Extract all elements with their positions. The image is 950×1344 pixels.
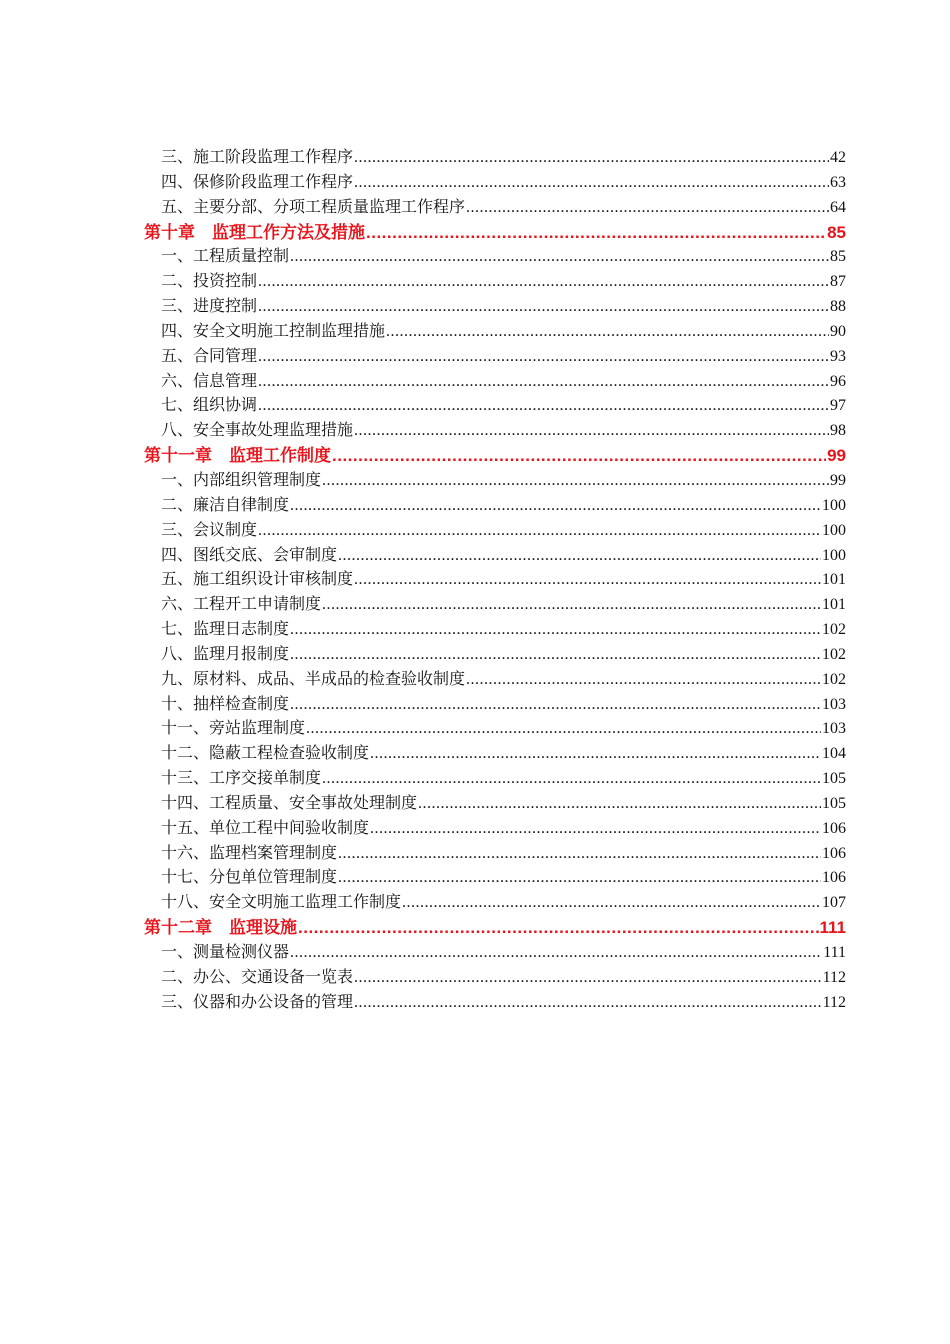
toc-entry-label: 第十章 监理工作方法及措施 xyxy=(144,222,365,242)
toc-section-entry[interactable] xyxy=(144,245,846,270)
toc-dot-leader xyxy=(258,394,829,419)
toc-section-entry[interactable] xyxy=(144,668,846,693)
toc-section-entry[interactable] xyxy=(144,966,846,991)
toc-page-number: 112 xyxy=(822,993,846,1011)
toc-entry-label: 四、图纸交底、会审制度 xyxy=(161,546,338,564)
toc-section-entry[interactable] xyxy=(144,842,846,867)
toc-entry-label: 六、信息管理 xyxy=(161,372,258,390)
toc-entry-label: 一、测量检测仪器 xyxy=(161,944,290,961)
toc-page-number: 96 xyxy=(830,372,846,390)
toc-section-entry[interactable] xyxy=(144,345,846,370)
toc-dot-leader xyxy=(338,866,821,891)
toc-dot-leader xyxy=(322,593,821,618)
toc-page-number: 98 xyxy=(830,422,846,440)
toc-dot-leader xyxy=(370,817,821,842)
toc-page-number: 101 xyxy=(822,571,846,589)
toc-dot-leader xyxy=(354,146,829,171)
toc-page-number: 101 xyxy=(822,596,846,614)
toc-page-number: 87 xyxy=(830,273,846,291)
toc-entry-label: 二、办公、交通设备一览表 xyxy=(161,968,354,986)
toc-dot-leader xyxy=(466,668,821,693)
toc-entry-label: 二、廉洁自律制度 xyxy=(161,496,290,514)
toc-entry-label: 十七、分包单位管理制度 xyxy=(161,869,338,887)
toc-page-number: 102 xyxy=(822,645,846,663)
toc-entry-label: 第十一章 监理工作制度 xyxy=(144,446,331,466)
toc-page-number: 103 xyxy=(822,720,846,738)
toc-page-number: 102 xyxy=(822,621,846,639)
toc-section-entry[interactable] xyxy=(144,394,846,419)
toc-page-number: 102 xyxy=(822,670,846,688)
toc-dot-leader xyxy=(322,767,821,792)
toc-entry-label: 十四、工程质量、安全事故处理制度 xyxy=(161,794,418,812)
toc-page-number: 99 xyxy=(827,446,846,466)
toc-chapter-entry[interactable] xyxy=(144,916,846,941)
toc-dot-leader xyxy=(338,842,821,867)
toc-section-entry[interactable] xyxy=(144,891,846,916)
toc-section-entry[interactable] xyxy=(144,544,846,569)
toc-dot-leader xyxy=(354,991,822,1016)
toc-dot-leader xyxy=(290,494,821,519)
toc-page-number: 106 xyxy=(822,819,846,837)
toc-dot-leader xyxy=(290,941,822,966)
toc-dot-leader xyxy=(386,320,829,345)
toc-section-entry[interactable] xyxy=(144,941,846,966)
toc-page-number: 105 xyxy=(822,770,846,788)
toc-entry-label: 一、内部组织管理制度 xyxy=(161,471,322,489)
toc-section-entry[interactable] xyxy=(144,991,846,1016)
toc-dot-leader xyxy=(370,742,821,767)
toc-entry-label: 十二、隐蔽工程检查验收制度 xyxy=(161,745,370,763)
toc-dot-leader xyxy=(354,966,822,991)
toc-dot-leader xyxy=(258,370,829,395)
toc-entry-label: 九、原材料、成品、半成品的检查验收制度 xyxy=(161,670,466,688)
toc-entry-label: 四、安全文明施工控制监理措施 xyxy=(161,322,386,340)
toc-dot-leader xyxy=(354,568,821,593)
toc-section-entry[interactable] xyxy=(144,171,846,196)
toc-page-number: 106 xyxy=(822,869,846,887)
toc-entry-label: 八、安全事故处理监理措施 xyxy=(161,422,354,440)
toc-entry-label: 一、工程质量控制 xyxy=(161,248,290,266)
toc-section-entry[interactable] xyxy=(144,717,846,742)
toc-page-number: 103 xyxy=(822,695,846,713)
toc-chapter-entry[interactable] xyxy=(144,444,846,469)
toc-entry-label: 五、合同管理 xyxy=(161,347,258,365)
toc-dot-leader xyxy=(258,295,829,320)
toc-dot-leader xyxy=(466,196,829,221)
toc-entry-label: 三、仪器和办公设备的管理 xyxy=(161,993,354,1011)
toc-dot-leader xyxy=(298,916,819,941)
toc-entry-label: 十五、单位工程中间验收制度 xyxy=(161,819,370,837)
toc-section-entry[interactable] xyxy=(144,320,846,345)
toc-page-number: 97 xyxy=(830,397,846,415)
toc-section-entry[interactable] xyxy=(144,146,846,171)
toc-entry-label: 十一、旁站监理制度 xyxy=(161,720,306,738)
toc-page-number: 99 xyxy=(830,471,846,489)
toc-dot-leader xyxy=(290,245,829,270)
toc-section-entry[interactable] xyxy=(144,494,846,519)
toc-entry-label: 三、进度控制 xyxy=(161,298,258,316)
toc-page-number: 111 xyxy=(823,944,846,961)
toc-section-entry[interactable] xyxy=(144,270,846,295)
toc-page-number: 64 xyxy=(830,198,846,216)
toc-section-entry[interactable] xyxy=(144,469,846,494)
toc-section-entry[interactable] xyxy=(144,519,846,544)
toc-section-entry[interactable] xyxy=(144,370,846,395)
toc-dot-leader xyxy=(418,792,821,817)
toc-entry-label: 五、主要分部、分项工程质量监理工作程序 xyxy=(161,198,466,216)
toc-section-entry[interactable] xyxy=(144,792,846,817)
toc-dot-leader xyxy=(258,345,829,370)
toc-entry-label: 五、施工组织设计审核制度 xyxy=(161,571,354,589)
toc-dot-leader xyxy=(258,519,821,544)
toc-dot-leader xyxy=(322,469,829,494)
toc-entry-label: 十三、工序交接单制度 xyxy=(161,770,322,788)
toc-dot-leader xyxy=(354,171,829,196)
toc-dot-leader xyxy=(402,891,821,916)
toc-page-number: 112 xyxy=(822,968,846,986)
toc-section-entry[interactable] xyxy=(144,618,846,643)
toc-section-entry[interactable] xyxy=(144,568,846,593)
toc-page-number: 90 xyxy=(830,322,846,340)
toc-dot-leader xyxy=(290,693,821,718)
toc-entry-label: 三、施工阶段监理工作程序 xyxy=(161,149,354,166)
toc-page-number: 105 xyxy=(822,794,846,812)
toc-section-entry[interactable] xyxy=(144,767,846,792)
toc-page-number: 88 xyxy=(830,298,846,316)
toc-chapter-entry[interactable] xyxy=(144,221,846,246)
toc-page-number: 111 xyxy=(819,918,846,938)
toc-entry-label: 四、保修阶段监理工作程序 xyxy=(161,173,354,191)
toc-dot-leader xyxy=(290,643,821,668)
toc-entry-label: 二、投资控制 xyxy=(161,273,258,291)
toc-entry-label: 十、抽样检查制度 xyxy=(161,695,290,713)
toc-dot-leader xyxy=(258,270,829,295)
toc-section-entry[interactable] xyxy=(144,593,846,618)
toc-entry-label: 第十二章 监理设施 xyxy=(144,918,297,938)
toc-entry-label: 六、工程开工申请制度 xyxy=(161,596,322,614)
toc-page-number: 42 xyxy=(830,149,846,166)
toc-section-entry[interactable] xyxy=(144,196,846,221)
toc-dot-leader xyxy=(332,444,826,469)
toc-section-entry[interactable] xyxy=(144,419,846,444)
toc-section-entry[interactable] xyxy=(144,866,846,891)
toc-section-entry[interactable] xyxy=(144,643,846,668)
toc-page-number: 106 xyxy=(822,844,846,862)
toc-page-number: 100 xyxy=(822,521,846,539)
toc-entry-label: 三、会议制度 xyxy=(161,521,258,539)
toc-page-number: 93 xyxy=(830,347,846,365)
toc-dot-leader xyxy=(306,717,821,742)
toc-page-number: 100 xyxy=(822,546,846,564)
toc-entry-label: 十六、监理档案管理制度 xyxy=(161,844,338,862)
toc-entry-label: 七、监理日志制度 xyxy=(161,621,290,639)
toc-page-number: 100 xyxy=(822,496,846,514)
toc-page-number: 85 xyxy=(830,248,846,266)
toc-section-entry[interactable] xyxy=(144,295,846,320)
toc-page-number: 104 xyxy=(822,745,846,763)
toc-entry-label: 七、组织协调 xyxy=(161,397,258,415)
toc-page-number: 107 xyxy=(822,894,846,912)
toc-dot-leader xyxy=(338,544,821,569)
toc-entry-label: 十八、安全文明施工监理工作制度 xyxy=(161,894,402,912)
toc-dot-leader xyxy=(354,419,829,444)
toc-dot-leader xyxy=(290,618,821,643)
table-of-contents xyxy=(144,146,846,1016)
toc-section-entry[interactable] xyxy=(144,742,846,767)
toc-page-number: 63 xyxy=(830,173,846,191)
toc-entry-label: 八、监理月报制度 xyxy=(161,645,290,663)
toc-section-entry[interactable] xyxy=(144,693,846,718)
toc-section-entry[interactable] xyxy=(144,817,846,842)
toc-dot-leader xyxy=(366,221,826,246)
toc-page-number: 85 xyxy=(827,222,846,242)
